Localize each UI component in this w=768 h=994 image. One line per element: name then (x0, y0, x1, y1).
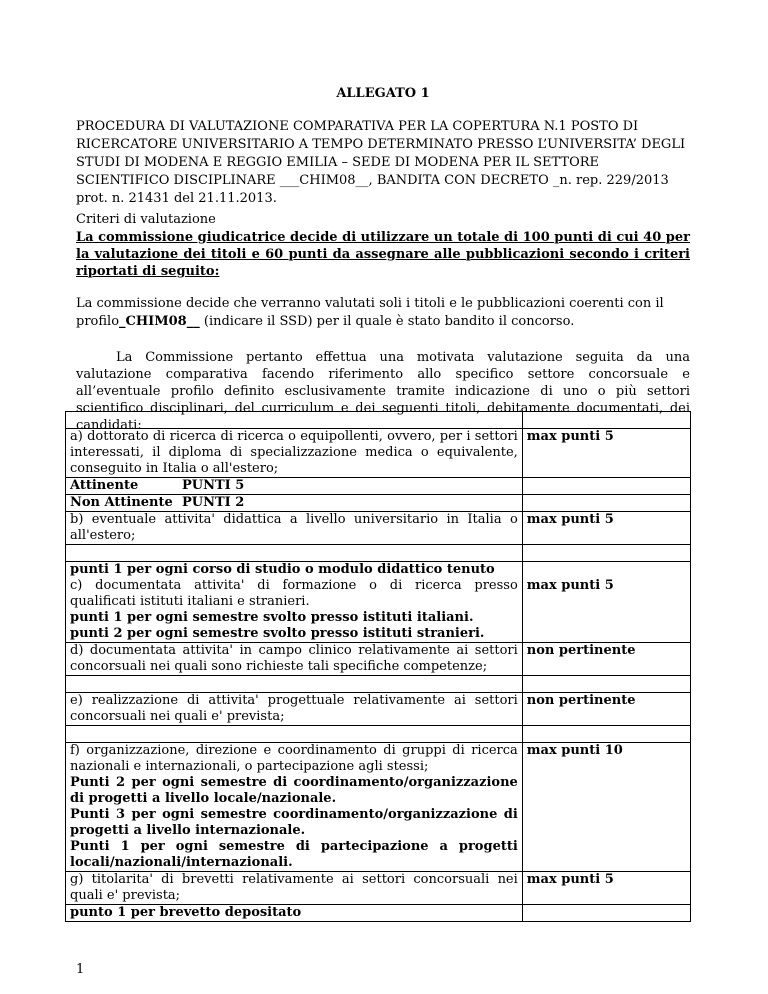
criterion-b: b) eventuale attivita' didattica a livello universitario in Italia o all'estero; (66, 512, 523, 545)
criterion-f-points-3: Punti 1 per ogni semestre di partecipazione a progetti locali/nazionali/internazionali. (70, 839, 518, 870)
table-row (66, 495, 691, 512)
criterion-f-max: max punti 10 (522, 743, 690, 872)
criterion-a-non-attinente (66, 495, 523, 512)
criterion-f-points-2: Punti 3 per ogni semestre coordinamento/organizzazione di progetti a livello internazionale. (70, 807, 518, 838)
table-row (66, 726, 691, 743)
non-attinente-label: Non Attinente (70, 495, 173, 510)
criterion-a-attinente (66, 478, 523, 495)
criterion-b-points (66, 562, 523, 643)
criterion-g-max: max punti 5 (522, 872, 690, 905)
criteria-description: La commissione giudicatrice decide di utilizzare un totale di 100 punti di cui 40 per la valutazione dei titoli e 60 punti da assegnare alle pubblicazioni secondo i criteri riportati di seguito: (76, 230, 690, 279)
commission-statement (76, 295, 690, 331)
table-row (66, 429, 691, 478)
non-attinente-points: PUNTI 2 (182, 495, 245, 510)
table-row (66, 545, 691, 562)
criterion-a-max: max punti 5 (522, 429, 690, 478)
table-row (66, 693, 691, 726)
criterion-d-max: non pertinente (522, 643, 690, 676)
commission-text: La commissione decide che verranno valutati soli i titoli e le pubblicazioni coerenti con il profilo (76, 296, 664, 329)
profile-code: _CHIM08__ (119, 314, 200, 329)
criterion-g-points-text: punto 1 per brevetto depositato (70, 905, 302, 920)
criterion-f (66, 743, 523, 872)
table-row (66, 676, 691, 693)
criterion-c: c) documentata attivita' di formazione o di ricerca presso qualificati istituti italiani e stranieri. (70, 578, 518, 609)
procedure-title: PROCEDURA DI VALUTAZIONE COMPARATIVA PER LA COPERTURA N.1 POSTO DI RICERCATORE UNIVERSITARIO A TEMPO DETERMINATO PRESSO L’UNIVERSITA’ DEGLI STUDI DI MODENA E REGGIO EMILIA – SEDE DI MODENA PER IL SETTORE SCIENTIFICO DISCIPLINARE ___CHIM08__, BANDITA CON DECRETO _n. rep. 229/2013 prot. n. 21431 del 21.11.2013. (76, 119, 686, 206)
table-row (66, 872, 691, 905)
table-row (66, 478, 691, 495)
table-row (66, 643, 691, 676)
criteria-title: Criteri di valutazione (76, 212, 216, 227)
criterion-b-max: max punti 5 (522, 512, 690, 545)
criterion-f-points-1: Punti 2 per ogni semestre di coordinamento/organizzazione di progetti a livello locale/nazionale. (70, 775, 518, 806)
table-row (66, 562, 691, 643)
table-row (66, 743, 691, 872)
page-number: 1 (76, 962, 85, 977)
criterion-g-points (66, 905, 523, 922)
table-row (66, 905, 691, 922)
evaluation-paragraph: La Commissione pertanto effettua una motivata valutazione seguita da una valutazione comparativa facendo riferimento allo specifico settore concorsuale e all’eventuale profilo definito esclusivamente tramite indicazione di uno o più settori scientifico disciplinari, del curriculum e dei seguenti titoli, debitamente documentati, dei candidati: (76, 350, 690, 433)
criterion-e-max: non pertinente (522, 693, 690, 726)
attinente-points: PUNTI 5 (182, 478, 245, 493)
criterion-b-points-text: punti 1 per ogni corso di studio o modulo didattico tenuto (70, 562, 495, 577)
table-row (66, 512, 691, 545)
criterion-c-max-text: max punti 5 (526, 578, 614, 593)
criterion-g: g) titolarita' di brevetti relativamente ai settori concorsuali nei quali e' prevista; (66, 872, 523, 905)
table-row (66, 412, 691, 429)
attinente-label: Attinente (70, 478, 139, 493)
criterion-c-points-1: punti 1 per ogni semestre svolto presso istituti italiani. (70, 610, 474, 625)
commission-text-end: (indicare il SSD) per il quale è stato bandito il concorso. (199, 314, 575, 329)
criterion-c-max (522, 562, 690, 643)
criterion-d: d) documentata attivita' in campo clinico relativamente ai settori concorsuali nei quali sono richieste tali specifiche competenze; (66, 643, 523, 676)
criterion-f-text: f) organizzazione, direzione e coordinamento di gruppi di ricerca nazionali e internazionali, o partecipazione agli stessi; (70, 743, 518, 774)
criterion-a: a) dottorato di ricerca di ricerca o equipollenti, ovvero, per i settori interessati, il diploma di specializzazione medica o equivalente, conseguito in Italia o all'estero; (66, 429, 523, 478)
document-heading: ALLEGATO 1 (336, 86, 430, 101)
criteria-table (65, 411, 691, 922)
criterion-e: e) realizzazione di attivita' progettuale relativamente ai settori concorsuali nei quali e' prevista; (66, 693, 523, 726)
criterion-c-points-2: punti 2 per ogni semestre svolto presso istituti stranieri. (70, 626, 485, 641)
